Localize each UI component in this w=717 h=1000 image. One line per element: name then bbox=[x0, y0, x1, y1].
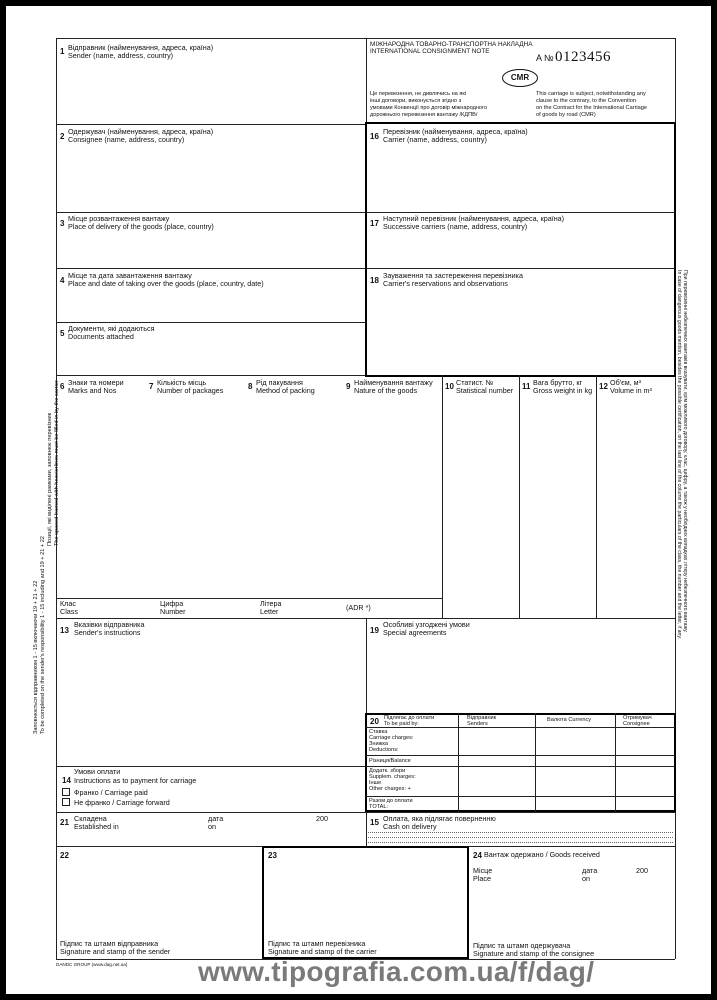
documents-attached-field[interactable] bbox=[68, 345, 358, 371]
box-15-label-ua: Оплата, яка підлягає поверненню bbox=[383, 814, 496, 823]
box-7-label-en: Number of packages bbox=[157, 386, 224, 395]
box-19-label-en: Special agreements bbox=[383, 628, 447, 637]
charges-row-deductions-en: Deductions: bbox=[369, 747, 399, 753]
box-7-label-ua: Кількість місць bbox=[157, 378, 207, 387]
gross-weight-field[interactable] bbox=[522, 401, 594, 613]
header-title-en: INTERNATIONAL CONSIGNMENT NOTE bbox=[370, 48, 490, 55]
carriage-paid-checkbox[interactable] bbox=[62, 788, 70, 796]
letter-label-ua: Літера bbox=[260, 599, 282, 608]
box-22-number: 22 bbox=[60, 851, 69, 860]
box-24-label-en: Signature and stamp of the consignee bbox=[473, 949, 595, 958]
side-left-line-3: Позиції, які виділені рамками, заповнює перевізник bbox=[47, 412, 53, 546]
charges-col-sender-en: Senders bbox=[467, 721, 488, 727]
carrier-signature-field[interactable] bbox=[268, 862, 463, 940]
box-11-label-ua: Вага брутто, кг bbox=[533, 378, 583, 387]
box-1-number: 1 bbox=[60, 47, 65, 56]
charges-row-total-ua: Разом до оплати bbox=[369, 798, 413, 804]
rule bbox=[56, 322, 366, 323]
box-24-date-en: on bbox=[582, 874, 590, 883]
cmr-form-page bbox=[6, 6, 711, 994]
box-11-number: 11 bbox=[522, 382, 531, 391]
charges-currency-column[interactable] bbox=[536, 728, 614, 811]
carriage-paid-label: Франко / Carriage paid bbox=[74, 788, 148, 797]
printer-credit: DANDC GROUP (www.dag.net.ua) bbox=[56, 962, 128, 967]
box-23-label-ua: Підпис та штамп перевізника bbox=[268, 939, 366, 948]
box-13-label-ua: Вказівки відправника bbox=[74, 620, 145, 629]
box-24-title: Вантаж одержано / Goods received bbox=[484, 850, 600, 859]
box-18-label-ua: Зауваження та застереження перевізника bbox=[383, 271, 523, 280]
header-title-ua: МІЖНАРОДНА ТОВАРНО-ТРАНСПОРТНА НАКЛАДНА bbox=[370, 41, 533, 48]
rule bbox=[56, 212, 366, 213]
carriage-forward-checkbox[interactable] bbox=[62, 798, 70, 806]
box-9-label-en: Nature of the goods bbox=[354, 386, 418, 395]
established-date-field[interactable] bbox=[221, 824, 311, 840]
successive-carriers-field[interactable] bbox=[383, 235, 668, 265]
dotted-rule bbox=[368, 837, 673, 838]
charges-row-supplem-en: Supplem. charges: bbox=[369, 774, 416, 780]
box-18-label-en: Carrier's reservations and observations bbox=[383, 279, 508, 288]
volume-field[interactable] bbox=[599, 401, 673, 613]
side-left-line-1: Заповнюється відправником 1 - 15 включаючи 19 + 21 + 22 bbox=[33, 580, 39, 734]
header-note-ua-1: Це перевезення, не дивлячись на які bbox=[370, 91, 467, 97]
header-note-en-2: clause to the contrary, to the Convention bbox=[536, 98, 637, 104]
box-12-label-ua: Об'єм, м³ bbox=[610, 378, 642, 387]
box-1-label-en: Sender (name, address, country) bbox=[68, 51, 174, 60]
box-15-label-en: Cash on delivery bbox=[383, 822, 437, 831]
charges-sender-column[interactable] bbox=[459, 728, 534, 811]
charges-row-other-ua: Інше bbox=[369, 780, 382, 786]
carriage-paid-option[interactable] bbox=[62, 788, 148, 797]
box-8-number: 8 bbox=[248, 382, 253, 391]
box-10-number: 10 bbox=[445, 382, 454, 391]
box-9-label-ua: Найменування вантажу bbox=[354, 378, 433, 387]
charges-col-consignee-ua: Отримувач bbox=[623, 715, 652, 721]
box-20-number: 20 bbox=[370, 717, 379, 726]
box-11-label-en: Gross weight in kg bbox=[533, 386, 593, 395]
box-14-label-en: Instructions as to payment for carriage bbox=[74, 776, 197, 785]
carriage-forward-label: Не франко / Carriage forward bbox=[74, 798, 170, 807]
class-label-ua: Клас bbox=[60, 599, 76, 608]
box-4-label-en: Place and date of taking over the goods (place, country, date) bbox=[68, 279, 264, 288]
rule bbox=[366, 268, 675, 269]
box-6-number: 6 bbox=[60, 382, 65, 391]
box-4-label-ua: Місце та дата завантаження вантажу bbox=[68, 271, 192, 280]
box-16-label-en: Carrier (name, address, country) bbox=[383, 135, 487, 144]
box-17-label-ua: Наступний перевізник (найменування, адреса, країна) bbox=[383, 214, 565, 223]
carriage-forward-option[interactable] bbox=[62, 798, 170, 807]
sender-field[interactable] bbox=[68, 66, 358, 120]
established-in-field[interactable] bbox=[136, 824, 202, 840]
box-12-label-en: Volume in m³ bbox=[610, 386, 652, 395]
box-23-number: 23 bbox=[268, 851, 277, 860]
box-10-label-en: Statistical number bbox=[456, 386, 514, 395]
doc-number: 0123456 bbox=[555, 49, 611, 65]
carrier-reservations-field[interactable] bbox=[383, 292, 668, 370]
box-24-date-ua: дата bbox=[582, 866, 598, 875]
box-21-year: 200 bbox=[316, 814, 328, 823]
box-24-year: 200 bbox=[636, 866, 648, 875]
charges-col-currency: Валюта Currency bbox=[547, 717, 592, 723]
header-note-en-3: on the Contract for the International Carriage bbox=[536, 105, 648, 111]
rule bbox=[366, 212, 675, 213]
box-24-place-en: Place bbox=[473, 874, 491, 883]
header-note-ua-3: умовами Конвенції про договір міжнародного bbox=[370, 105, 488, 111]
cmr-logo: CMR bbox=[502, 69, 538, 87]
box-19-number: 19 bbox=[370, 626, 379, 635]
charges-head-ua: Підлягає до оплати bbox=[384, 715, 435, 721]
class-label-en: Class bbox=[60, 607, 78, 616]
doc-number-label: A № bbox=[536, 53, 554, 63]
box-3-label-en: Place of delivery of the goods (place, country) bbox=[68, 222, 214, 231]
box-1-label-ua: Відправник (найменування, адреса, країна) bbox=[68, 43, 214, 52]
box-2-number: 2 bbox=[60, 132, 65, 141]
charges-consignee-column[interactable] bbox=[616, 728, 674, 811]
box-21-label-en: Established in bbox=[74, 822, 119, 831]
adr-label: (ADR *) bbox=[346, 603, 371, 612]
rule bbox=[56, 598, 442, 599]
box-14-number: 14 bbox=[62, 776, 71, 785]
watermark-url: www.tipografia.com.ua/f/dag/ bbox=[198, 956, 595, 987]
box-5-label-en: Documents attached bbox=[68, 332, 134, 341]
charges-col-consignee-en: Consignee bbox=[623, 721, 650, 727]
box-6-label-en: Marks and Nos bbox=[68, 386, 117, 395]
box-13-number: 13 bbox=[60, 626, 69, 635]
box-24-label-ua: Підпис та штамп одержувача bbox=[473, 941, 571, 950]
rule bbox=[442, 375, 443, 618]
header-note-ua-2: інші договори, виконується згідно з bbox=[370, 98, 462, 104]
letter-label-en: Letter bbox=[260, 607, 279, 616]
box-23-label-en: Signature and stamp of the carrier bbox=[268, 947, 377, 956]
box-5-number: 5 bbox=[60, 329, 65, 338]
sender-signature-field[interactable] bbox=[60, 862, 256, 942]
box-24-place-ua: Місце bbox=[473, 866, 493, 875]
charges-col-sender-ua: Відправник bbox=[467, 715, 497, 721]
box-10-label-ua: Статист. № bbox=[456, 378, 494, 387]
side-left-line-4: The spaced framed with heavierlines must be filled in by the carrier bbox=[54, 380, 60, 546]
dotted-rule bbox=[368, 832, 673, 833]
box-21-date-en: on bbox=[208, 822, 216, 831]
side-right-line-1: При перевезенні небезпечних вантажів вказувати, крім можливого договору, клас, цифру, а також у необхідних випадках літеру небезпечного вантажу. bbox=[682, 270, 688, 633]
header-note-en-4: of goods by road (CMR) bbox=[536, 112, 596, 118]
charges-row-deductions-ua: Знижка bbox=[369, 741, 389, 747]
side-left-line-2: To be completed on the sender's responsibility 1 - 15 including and 19 + 21 + 22 bbox=[40, 536, 46, 734]
number-label-ua: Цифра bbox=[160, 599, 184, 608]
box-18-number: 18 bbox=[370, 276, 379, 285]
place-date-taking-over-field[interactable] bbox=[68, 292, 358, 318]
box-16-number: 16 bbox=[370, 132, 379, 141]
box-14-label-ua: Умови оплати bbox=[74, 767, 121, 776]
box-9-number: 9 bbox=[346, 382, 351, 391]
charges-row-supplem-ua: Додатк. збори bbox=[369, 768, 406, 774]
box-2-label-ua: Одержувач (найменування, адреса, країна) bbox=[68, 127, 214, 136]
carrier-field[interactable] bbox=[383, 148, 668, 208]
box-17-number: 17 bbox=[370, 219, 379, 228]
box-21-number: 21 bbox=[60, 818, 69, 827]
side-right-line-2: In case of dangerous goods mention, besides the possible certification, on the last line of the column the particulars of the class, the number and the letter, if any. bbox=[676, 270, 682, 640]
goods-description-area[interactable] bbox=[60, 401, 438, 593]
box-5-label-ua: Документи, які додаються bbox=[68, 324, 155, 333]
rule bbox=[56, 268, 366, 269]
charges-row-carriage-en: Carriage charges: bbox=[369, 735, 414, 741]
box-2-label-en: Consignee (name, address, country) bbox=[68, 135, 185, 144]
box-3-number: 3 bbox=[60, 219, 65, 228]
box-21-label-ua: Складена bbox=[74, 814, 107, 823]
number-label-en: Number bbox=[160, 607, 186, 616]
consignee-signature-field[interactable] bbox=[473, 886, 671, 940]
box-7-number: 7 bbox=[149, 382, 154, 391]
box-22-label-ua: Підпис та штамп відправника bbox=[60, 939, 159, 948]
rule bbox=[56, 124, 366, 125]
box-17-label-en: Successive carriers (name, address, country) bbox=[383, 222, 528, 231]
box-15-number: 15 bbox=[370, 818, 379, 827]
place-of-delivery-field[interactable] bbox=[68, 235, 358, 265]
box-4-number: 4 bbox=[60, 276, 65, 285]
sender-instructions-field[interactable] bbox=[68, 642, 358, 762]
box-12-number: 12 bbox=[599, 382, 608, 391]
box-19-label-ua: Особливі узгоджені умови bbox=[383, 620, 470, 629]
rule bbox=[596, 375, 597, 618]
box-21-date-ua: дата bbox=[208, 814, 224, 823]
box-22-label-en: Signature and stamp of the sender bbox=[60, 947, 171, 956]
rule bbox=[519, 375, 520, 618]
dotted-rule bbox=[368, 842, 673, 843]
statistical-number-field[interactable] bbox=[445, 401, 517, 613]
box-8-label-en: Method of packing bbox=[256, 386, 315, 395]
consignee-field[interactable] bbox=[68, 148, 358, 208]
rule bbox=[56, 812, 675, 813]
charges-row-balance: Різниця/Balance bbox=[369, 758, 411, 764]
box-16-label-ua: Перевізник (найменування, адреса, країна) bbox=[383, 127, 528, 136]
header-note-en-1: This carriage is subject, notwithstanding any bbox=[536, 91, 646, 97]
charges-row-total-en: TOTAL: bbox=[369, 804, 389, 810]
box-6-label-ua: Знаки та номери bbox=[68, 378, 124, 387]
header-note-ua-4: дорожнього перевезення вантажу /КДПВ/ bbox=[370, 112, 478, 118]
box-24-number: 24 bbox=[473, 851, 482, 860]
charges-row-other-en: Other charges: + bbox=[369, 786, 411, 792]
box-3-label-ua: Місце розвантаження вантажу bbox=[68, 214, 170, 223]
special-agreements-field[interactable] bbox=[383, 642, 668, 708]
box-8-label-ua: Рід пакування bbox=[256, 378, 303, 387]
charges-head-en: To be paid by: bbox=[384, 721, 419, 727]
charges-row-carriage-ua: Ставка bbox=[369, 729, 388, 735]
box-13-label-en: Sender's instructions bbox=[74, 628, 141, 637]
